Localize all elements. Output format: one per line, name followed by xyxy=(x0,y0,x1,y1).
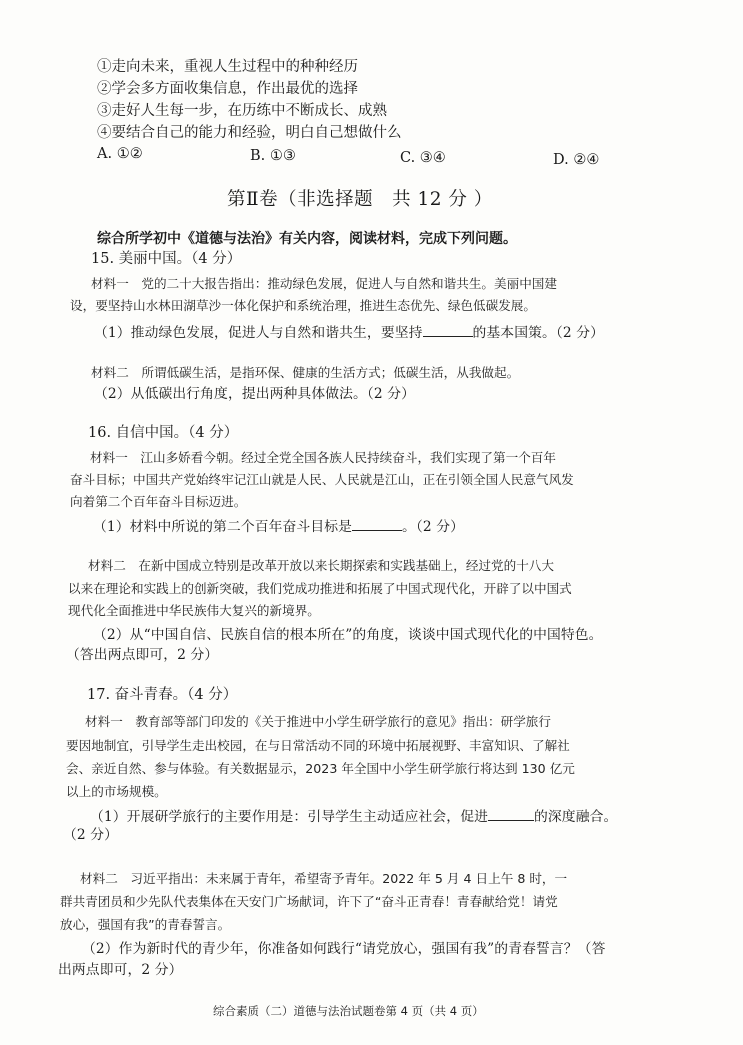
q17-material-2-line-2: 群共青团员和少先队代表集体在天安门广场献词，许下了“奋斗正青春！青春献给党！请党 xyxy=(60,894,558,909)
q15-answer-blank[interactable] xyxy=(423,322,473,337)
q15-question-1-text: （1）推动绿色发展，促进人与自然和谐共生，要坚持 xyxy=(94,325,423,341)
q17-question-1-text: （1）开展研学旅行的主要作用是：引导学生主动适应社会，促进 xyxy=(90,809,488,825)
q16-material-2-line-2: 以来在理论和实践上的创新突破，我们党成功推进和拓展了中国式现代化，开辟了以中国式 xyxy=(68,581,572,596)
q16-question-1-text: （1）材料中所说的第二个百年奋斗目标是 xyxy=(93,519,353,535)
q16-question-2-line-1: （2）从“中国自信、民族自信的根本所在”的角度，谈谈中国式现代化的中国特色。 xyxy=(93,627,603,643)
q17-question-2-line-1: （2）作为新时代的青少年，你准备如何践行“请党放心，强国有我”的青春誓言？（答 xyxy=(82,941,606,957)
q15-material-1-line-2: 设，要坚持山水林田湖草沙一体化保护和系统治理，推进生态优先、绿色低碳发展。 xyxy=(70,298,536,313)
question-15-heading: 15. 美丽中国。（4 分） xyxy=(91,251,242,267)
q16-question-2-line-2: （答出两点即可，2 分） xyxy=(66,647,219,663)
q17-material-2-line-1: 材料二 习近平指出：未来属于青年，希望寄予青年。2022 年 5 月 4 日上午 8 时，一 xyxy=(80,871,568,886)
q15-question-1-points: 的基本国策。（2 分） xyxy=(472,325,605,341)
page-footer: 综合素质（二）道德与法治试题卷第 4 页（共 4 页） xyxy=(213,1004,484,1018)
q17-material-1-line-2: 要因地制宜，引导学生走出校园，在与日常活动不同的环境中拓展视野、丰富知识、了解社 xyxy=(66,738,570,753)
q16-material-1-line-3: 向着第二个百年奋斗目标迈进。 xyxy=(70,494,247,509)
q16-material-2-line-3: 现代化全面推进中华民族伟大复兴的新境界。 xyxy=(68,603,320,618)
q17-material-1-line-4: 以上的市场规模。 xyxy=(66,784,167,799)
question-17-heading: 17. 奋斗青春。（4 分） xyxy=(87,687,238,703)
q17-material-2-line-3: 放心，强国有我”的青春誓言。 xyxy=(60,917,231,932)
q15-question-1 xyxy=(94,322,604,342)
q17-material-1-line-3: 会、亲近自然、参与体验。有关数据显示，2023 年全国中小学生研学旅行将达到 130 亿元 xyxy=(66,761,575,776)
q16-answer-blank[interactable] xyxy=(352,516,402,531)
q15-question-2: （2）从低碳出行角度，提出两种具体做法。（2 分） xyxy=(94,386,416,402)
question-16-heading: 16. 自信中国。（4 分） xyxy=(88,425,239,441)
section-instructions: 综合所学初中《道德与法治》有关内容，阅读材料，完成下列问题。 xyxy=(97,231,517,247)
q16-question-1-points: 。（2 分） xyxy=(402,519,465,535)
q17-question-1-points: （2 分） xyxy=(63,827,119,843)
answer-choice-b: B. ①③ xyxy=(250,148,296,164)
answer-choice-d: D. ②④ xyxy=(553,152,600,168)
option-statement-2: ②学会多方面收集信息，作出最优的选择 xyxy=(97,81,358,97)
q15-material-1-line-1: 材料一 党的二十大报告指出：推动绿色发展，促进人与自然和谐共生。美丽中国建 xyxy=(91,276,557,291)
option-statement-3: ③走好人生每一步，在历练中不断成长、成熟 xyxy=(97,103,387,119)
answer-choice-a: A. ①② xyxy=(97,146,143,162)
q16-material-1-line-2: 奋斗目标；中国共产党始终牢记江山就是人民、人民就是江山，正在引领全国人民意气风发 xyxy=(70,472,574,487)
section-title: 第Ⅱ卷（非选择题 共 12 分 ） xyxy=(227,189,493,210)
option-statement-4: ④要结合自己的能力和经验，明白自己想做什么 xyxy=(97,125,402,141)
q17-material-1-line-1: 材料一 教育部等部门印发的《关于推进中小学生研学旅行的意见》指出：研学旅行 xyxy=(85,714,551,729)
q16-question-1 xyxy=(93,516,464,536)
answer-choice-c: C. ③④ xyxy=(400,150,446,166)
q16-material-1-line-1: 材料一 江山多娇看今朝。经过全党全国各族人民持续奋斗，我们实现了第一个百年 xyxy=(90,450,556,465)
q15-material-2-line-1: 材料二 所谓低碳生活，是指环保、健康的生活方式；低碳生活，从我做起。 xyxy=(91,365,520,380)
q17-answer-blank[interactable] xyxy=(488,806,534,821)
q17-question-1 xyxy=(90,806,617,826)
q16-material-2-line-1: 材料二 在新中国成立特别是改革开放以来长期探索和实践基础上，经过党的十八大 xyxy=(88,558,554,573)
q17-question-1-tail: 的深度融合。 xyxy=(534,809,618,825)
option-statement-1: ①走向未来，重视人生过程中的种种经历 xyxy=(97,59,358,75)
q17-question-2-line-2: 出两点即可，2 分） xyxy=(58,962,183,978)
